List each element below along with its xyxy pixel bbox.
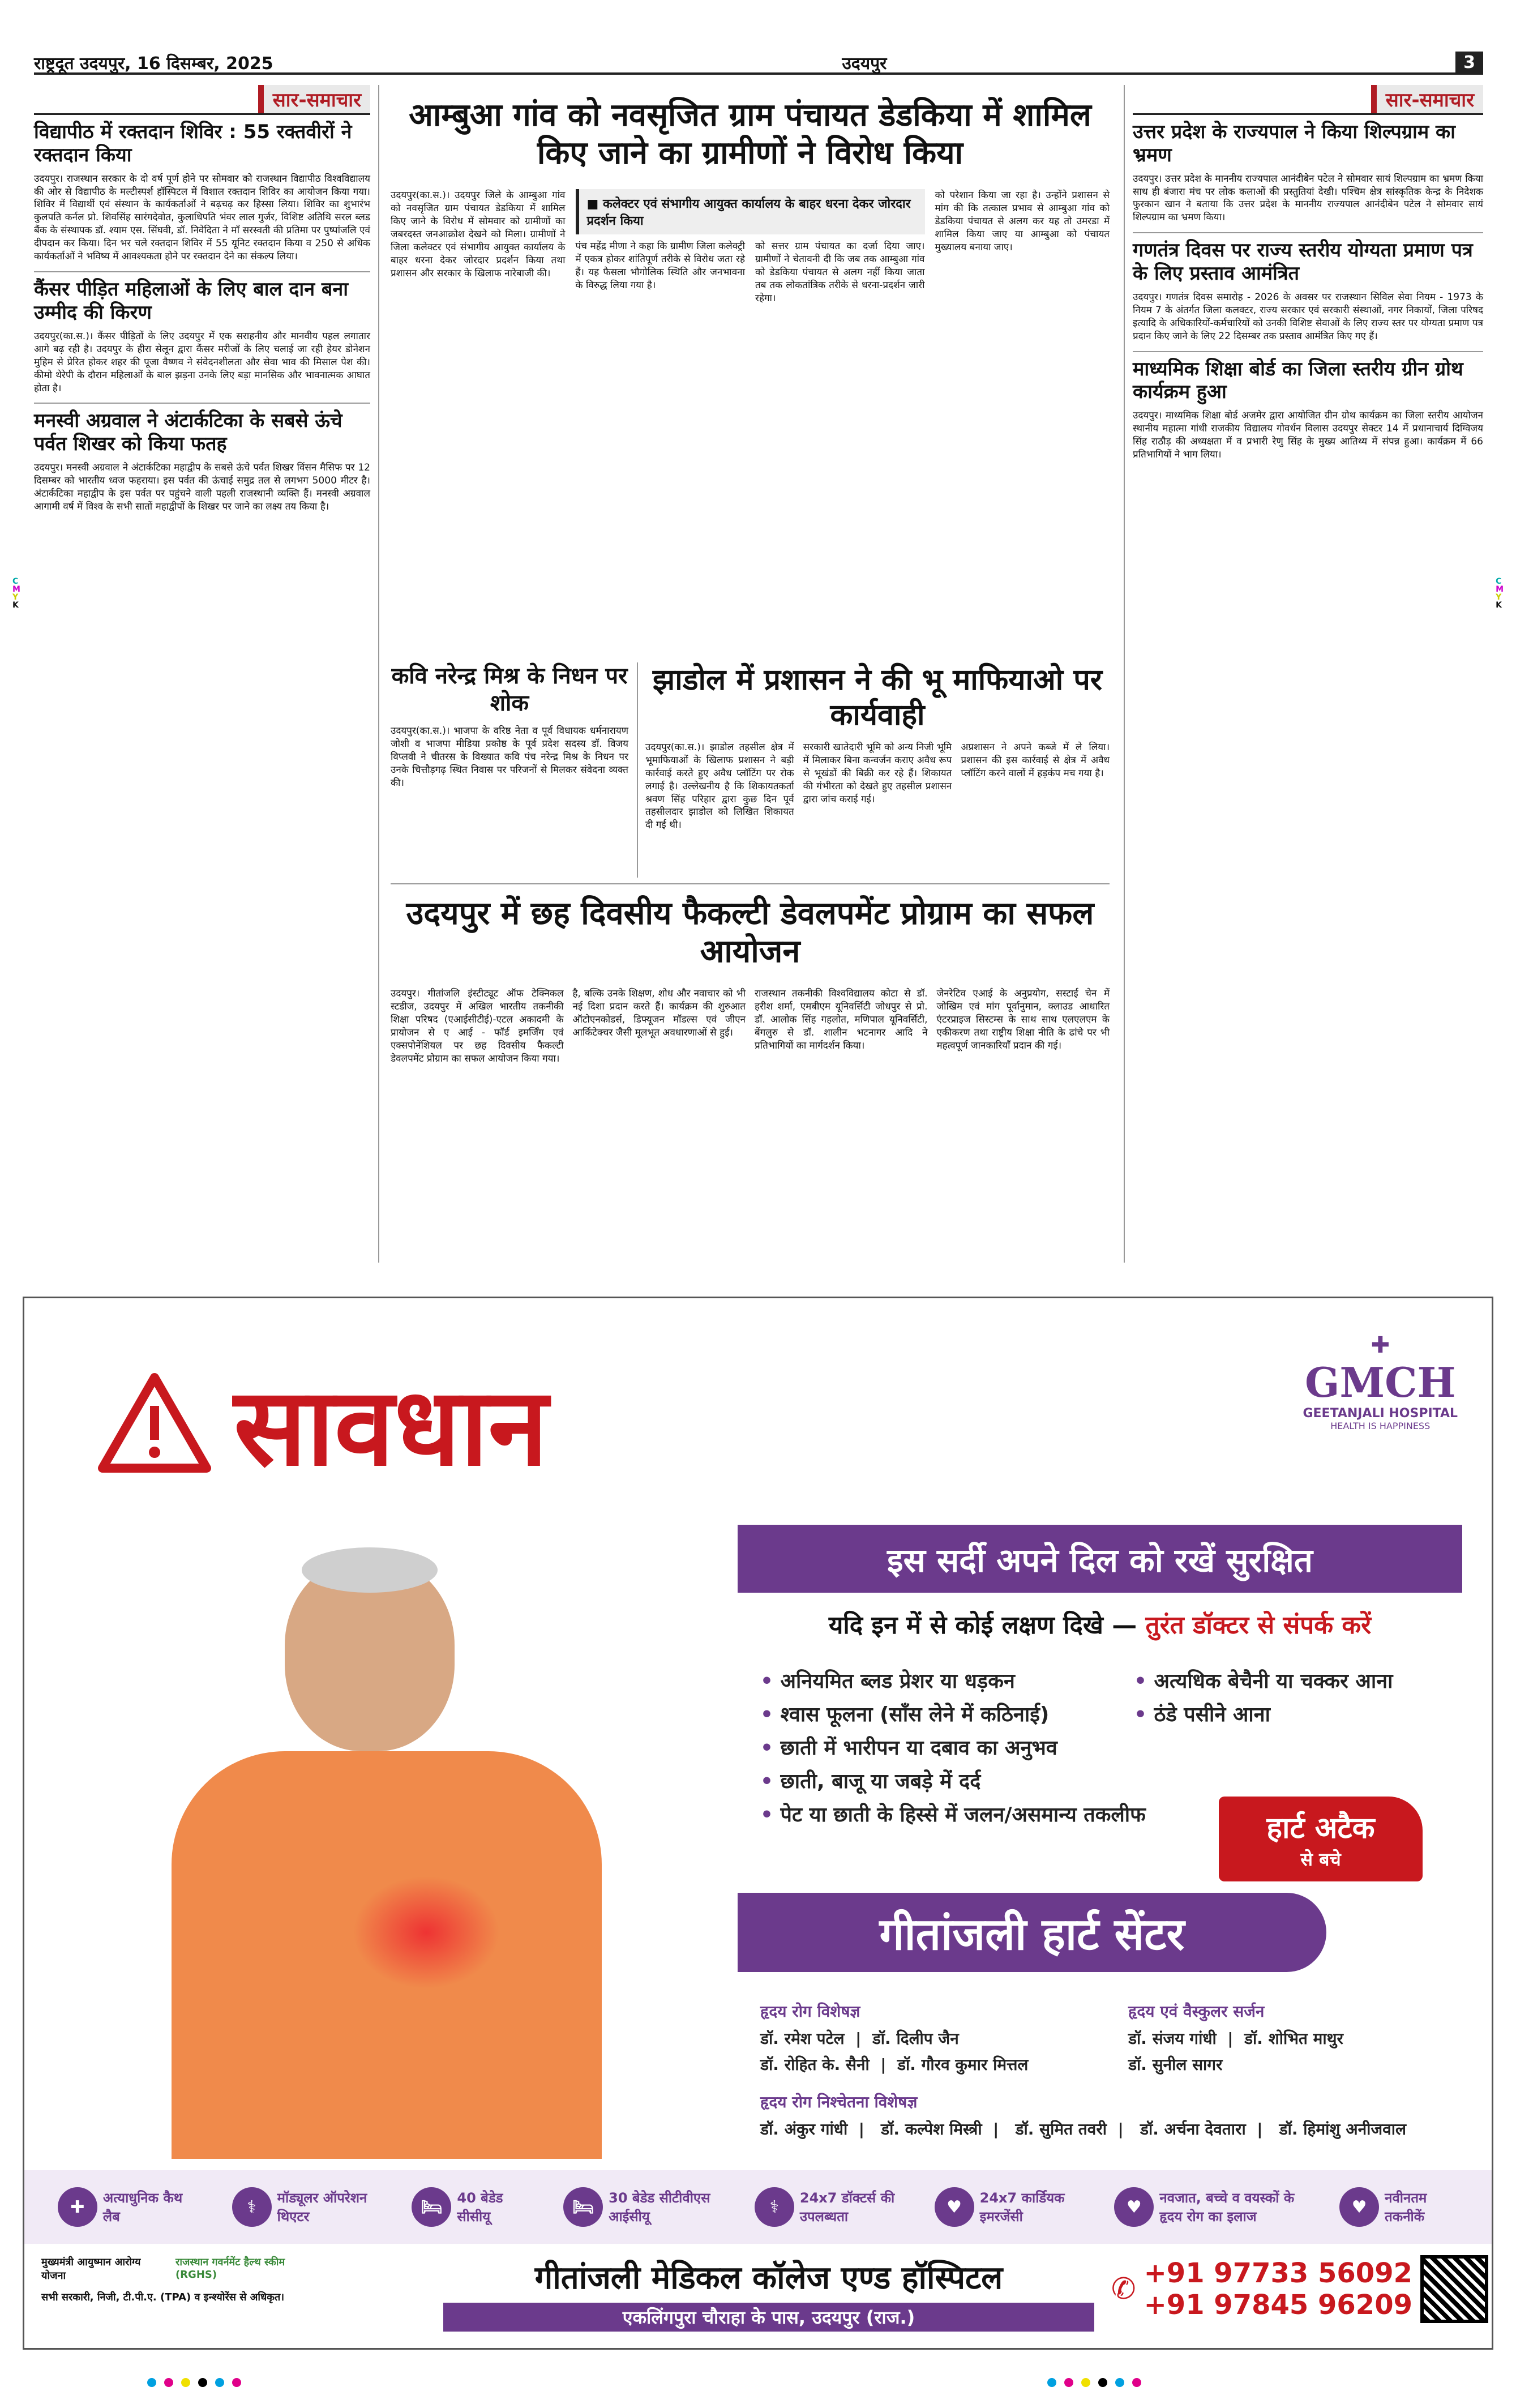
ayushman-scheme-logo: मुख्यमंत्री आयुष्मान आरोग्य योजना <box>41 2256 141 2282</box>
hospital-advertisement <box>23 1297 1493 2350</box>
column-divider <box>637 662 638 878</box>
cmyk-mark-left: C M Y K <box>12 577 20 610</box>
ad-banner: इस सर्दी अपने दिल को रखें सुरक्षित <box>738 1525 1462 1593</box>
left-news-column <box>34 85 379 1263</box>
insurance-note: सभी सरकारी, निजी, टी.पी.ए. (TPA) व इन्श्योरेंस से अधिकृत। <box>41 2291 285 2303</box>
section-divider <box>391 883 1110 884</box>
registration-dots <box>147 2378 241 2387</box>
middle-headline: झाडोल में प्रशासन ने की भू माफियाओ पर कार्यवाही <box>652 663 1103 733</box>
lead-body-col: को परेशान किया जा रहा है। उन्होंने प्रशासन से मांग की कि तत्काल प्रभाव से आम्बुआ गांव को डेडकिया पंचायत से अलग कर यह तो उमरडा में शामिल किया जाए या आम्बुआ को पंचायत मुख्यालय बनाया जाए। <box>935 190 1110 254</box>
folio-date: राष्ट्रदूत उदयपुर, 16 दिसम्बर, 2025 <box>34 53 273 74</box>
lead-body-col: पंच महेंद्र मीणा ने कहा कि ग्रामीण जिला कलेक्ट्री में एकत्र होकर शांतिपूर्ण तरीके से विरोध जता रहे हैं। यह फैसला भौगोलिक स्थिति और जनभावना के विरुद्ध लिया गया है। <box>575 241 745 292</box>
feature-strip <box>24 2170 1492 2244</box>
story-headline: उत्तर प्रदेश के राज्यपाल ने किया शिल्पग्राम का भ्रमण <box>1133 121 1455 166</box>
middle-story <box>645 662 1110 832</box>
rghs-logo: राजस्थान गवर्नमेंट हैल्थ स्कीम (RGHS) <box>175 2256 285 2281</box>
story-body: उदयपुर। माध्यमिक शिक्षा बोर्ड अजमेर द्वारा आयोजित ग्रीन ग्रोथ कार्यक्रम का जिला स्तरीय आयोजन स्थानीय महात्मा गांधी राजकीय विद्यालय गोवर्धन विलास उदयपुर सेक्टर 14 में प्रधानाचार्य दिग्विजय सिंह राठौड़ की अध्यक्षता में व प्रभारी रेणु सिंह के मुख्य आतिथ्य में संपन्न हुआ। कार्यक्रम में 66 प्रतिभागियों ने भाग लिया। <box>1133 410 1483 461</box>
gmch-logo: ✚ GMCH GEETANJALI HOSPITAL HEALTH IS HAPPINESS <box>1303 1332 1458 1431</box>
warning-title: सावधान <box>234 1365 548 1490</box>
feature-item: ⚕ 24x7 डॉक्टर्स की उपलब्धता <box>755 2187 902 2227</box>
page-folio <box>34 52 1483 75</box>
operation-theatre-icon: ⚕ <box>232 2187 272 2227</box>
section-tag: सार-समाचार <box>258 85 370 113</box>
story-body: उदयपुर(का.स.)। कैंसर पीड़ितों के लिए उदयपुर में एक सराहनीय और मानवीय पहल लगातार आगे बढ़ रही है। उदयपुर के हीरा सेलून द्वारा कैंसर मरीजों के लिए चलाई जा रही हेयर डोनेशन मुहिम से प्रेरित होकर शहर की पूजा वैष्णव ने संवेदनशीलता और सेवा भाव की मिसाल पेश की। कीमो थेरेपी के दौरान महिलाओं के बाल झड़ना उनके लिए बड़ा मानसिक और भावनात्मक आघात होता है। <box>34 330 370 394</box>
fdp-story <box>391 895 1110 1066</box>
lead-story <box>391 85 1110 305</box>
fdp-body-col: जेनरेटिव एआई के अनुप्रयोग, सस्टाई चेन में जोखिम एवं मांग पूर्वानुमान, क्लाउड आधारित एंटरप्राइज सिस्टम्स के साथ साथ एलएलएम के एकीकरण तथा राष्ट्रीय शिक्षा नीति के ढांचे पर भी महत्वपूर्ण जानकारियाँ प्रदान की गई। <box>936 988 1110 1052</box>
story-headline: विद्यापीठ में रक्तदान शिविर : 55 रक्तवीरों ने रक्तदान किया <box>34 121 352 166</box>
ccu-bed-icon: 🛏 <box>412 2187 451 2227</box>
folio-city: उदयपुर <box>842 53 887 74</box>
contact-block <box>1111 2255 1488 2323</box>
story-body: उदयपुर। राजस्थान सरकार के दो वर्ष पूर्ण होने पर सोमवार को राजस्थान विद्यापीठ विश्वविद्यालय की ओर से विद्यापीठ के मल्टीस्पर्श हॉस्पिटल में विशाल रक्तदान शिविर का आयोजन किया गया। शिविर में विद्यार्थी एवं संस्थान के कार्यकर्ताओं ने बढ़चढ़ कर हिस्सा लिया। शिविर का शुभारंभ कुलपति कर्नल प्रो. शिवसिंह सारंगदेवोत, कुलाधिपति भंवर लाल गुर्जर, विशिष्ट अतिथि सरल ब्लड बैंक के संस्थापक डॉ. श्याम एस. सिंघवी, डॉ. निवेदिता ने माँ सरस्वती की प्रतिमा पर पुष्पांजलि एवं दीपदान कर किया। दिन भर चले रक्तदान शिविर में 55 यूनिट रक्तदान किया व 250 से अधिक कार्यकर्ताओं ने भविष्य में आवश्यकता होने पर रक्तदान देने का संकल्प लिया। <box>34 173 370 263</box>
qr-code[interactable] <box>1420 2255 1488 2323</box>
middle-body-col: सरकारी खातेदारी भूमि को अन्य निजी भूमि में मिलाकर बिना कन्वर्जन कराए अवैध रूप से भूखंडों की बिक्री कर रहे हैं। शिकायत की गंभीरता को देखते हुए तहसील प्रशासन द्वारा जांच कराई गई। <box>803 741 952 805</box>
feature-item: ⚕ मॉड्यूलर ऑपरेशन थिएटर <box>232 2187 379 2227</box>
story-headline: माध्यमिक शिक्षा बोर्ड का जिला स्तरीय ग्रीन ग्रोथ कार्यक्रम हुआ <box>1133 351 1483 404</box>
hospital-name-block <box>443 2255 1094 2332</box>
heart-center-title: गीतांजली हार्ट सेंटर <box>738 1893 1326 1972</box>
technique-icon: ♥ <box>1339 2187 1379 2227</box>
cmyk-mark-right: C M Y K <box>1496 577 1504 610</box>
story-body: उदयपुर। उत्तर प्रदेश के माननीय राज्यपाल आनंदीबेन पटेल ने सोमवार सायं शिल्पग्राम का भ्रमण किया साथ ही बंजारा मंच पर लोक कलाओं की प्रस्तुतियां देखी। पश्चिम क्षेत्र सांस्कृतिक केन्द्र के निदेशक फुरकान खान ने बताया कि उत्तर प्रदेश के माननीय राज्यपाल आनंदीबेन पटेल ने सोमवार सायं शिल्पग्राम का भ्रमण किया। <box>1133 173 1483 224</box>
phone-icon: ✆ <box>1111 2272 1136 2306</box>
doctor-group: हृदय रोग निश्चेतना विशेषज्ञ डॉ. अंकुर गांधी | डॉ. कल्पेश मिस्त्री | डॉ. सुमित तवरी | डॉ. अर्चना देवतारा | डॉ. हिमांशु अनीजवाल <box>760 2093 1406 2138</box>
symptom-item: • छाती में भारीपन या दबाव का अनुभव <box>760 1733 1146 1761</box>
lead-headline: आम्बुआ गांव को नवसृजित ग्राम पंचायत डेडकिया में शामिल किए जाने का ग्रामीणों ने विरोध किया <box>409 97 1091 172</box>
symptom-item: • पेट या छाती के हिस्से में जलन/असमान्य तकलीफ <box>760 1800 1146 1828</box>
heart-attack-badge: हार्ट अटैक से बचे <box>1219 1797 1423 1881</box>
phone-number[interactable]: +91 97733 56092 <box>1144 2257 1412 2289</box>
obituary-headline: कवि नरेन्द्र मिश्र के निधन पर शोक <box>391 663 628 716</box>
symptom-list-left <box>760 1661 1146 1833</box>
book-crown-icon: ✚ <box>1371 1332 1390 1358</box>
story-body: उदयपुर। गणतंत्र दिवस समारोह - 2026 के अवसर पर राजस्थान सिविल सेवा नियम - 1973 के नियम 7 के अंतर्गत जिला कलक्टर, राज्य सरकार एवं सरकारी संस्थाओं, नगर निकायों, जिला परिषद इत्यादि के अधिकारियों-कर्मचारियों को उनकी विशिष्ट सेवाओं के लिए राज्य स्तर पर योग्यता प्रमाण पत्र प्रदान किए जाने के लिए 22 दिसम्बर तक प्रस्ताव आमंत्रित किए गए हैं। <box>1133 291 1483 342</box>
story-headline: गणतंत्र दिवस पर राज्य स्तरीय योग्यता प्रमाण पत्र के लिए प्रस्ताव आमंत्रित <box>1133 232 1483 285</box>
hospital-name: गीतांजली मेडिकल कॉलेज एण्ड हॉस्पिटल <box>534 2260 1003 2296</box>
obituary-body: उदयपुर(का.स.)। भाजपा के वरिष्ठ नेता व पूर्व विधायक धर्मनारायण जोशी व भाजपा मीडिया प्रकोष्ठ के पूर्व प्रदेश सदस्य डॉ. विजय विप्लवी ने चीतरस के विख्यात कवि पंच नरेन्द्र मिश्र के निधन पर उनके चित्तौड़गढ़ स्थित निवास पर परिजनों से मिलकर संवेदना व्यक्त की। <box>391 725 628 789</box>
feature-item: 🛏 30 बेडेड सीटीवीएस आईसीयू <box>563 2187 722 2227</box>
story-headline: कैंसर पीड़ित महिलाओं के लिए बाल दान बना उम्मीद की किरण <box>34 271 370 324</box>
fdp-body-col: उदयपुर। गीतांजलि इंस्टीट्यूट ऑफ टेक्निकल स्टडीज, उदयपुर में अखिल भारतीय तकनीकी शिक्षा परिषद (एआईसीटीई)-एटल अकादमी के प्रायोजन से ए आई - फॉर्ड इमर्जिंग एवं एक्सपोनेंशियल पर छह दिवसीय फैकल्टी डेवलपमेंट प्रोग्राम का सफल आयोजन किया गया। <box>391 988 564 1065</box>
registration-dots <box>1047 2378 1141 2387</box>
story-body: उदयपुर। मनस्वी अग्रवाल ने अंटार्कटिका महाद्वीप के सबसे ऊंचे पर्वत शिखर विंसन मैसिफ पर 12 दिसम्बर को भारतीय ध्वज फहराया। इस पर्वत की ऊंचाई समुद्र तल से लगभग 5000 मीटर है। अंटार्कटिका महाद्वीप के इस पर्वत पर पहुंचने वाली पहली राजस्थानी व्यक्ति हैं। मनस्वी अग्रवाल आगामी वर्ष में विश्व के सभी सातों महाद्वीपों के शिखर पर जाने का लक्ष्य तय किया है। <box>34 462 370 512</box>
ad-subheading: यदि इन में से कोई लक्षण दिखे — तुरंत डॉक्टर से संपर्क करें <box>828 1611 1372 1640</box>
feature-item: ✚ अत्याधुनिक कैथ लैब <box>58 2187 199 2227</box>
child-heart-icon: ♥ <box>1114 2187 1154 2227</box>
patient-illustration <box>58 1536 738 2159</box>
feature-item: ♥ नवीनतम तकनीकें <box>1339 2187 1458 2227</box>
symptom-item: • श्वास फूलना (साँस लेने में कठिनाई) <box>760 1700 1146 1727</box>
symptom-list-right <box>1134 1661 1393 1733</box>
feature-item: 🛏 40 बेडेड सीसीयू <box>412 2187 530 2227</box>
icu-bed-icon: 🛏 <box>563 2187 603 2227</box>
hospital-address: एकलिंगपुरा चौराहा के पास, उदयपुर (राज.) <box>443 2303 1094 2332</box>
middle-body-col: उदयपुर(का.स.)। झाडोल तहसील क्षेत्र में भूमाफियाओं के खिलाफ प्रशासन ने बड़ी कार्रवाई करते हुए अवैध प्लॉटिंग पर रोक लगाई है। उल्लेखनीय है कि शिकायतकर्ता श्रवण सिंह परिहार द्वारा कुछ दिन पूर्व तहसीलदार झाडोल को लिखित शिकायत दी गई थी। <box>645 741 794 831</box>
right-news-column <box>1124 85 1483 1263</box>
feature-item: ♥ नवजात, बच्चे व वयस्कों के हृदय रोग का इलाज <box>1114 2187 1307 2227</box>
cath-lab-icon: ✚ <box>58 2187 97 2227</box>
story-headline: मनस्वी अग्रवाल ने अंटार्कटिका के सबसे ऊंचे पर्वत शिखर को किया फतह <box>34 403 370 456</box>
fdp-body-col: राजस्थान तकनीकी विश्वविद्यालय कोटा से डॉ. हरीश शर्मा, एमबीएम यूनिवर्सिटी जोधपुर से प्रो. डॉ. आलोक सिंह गहलोत, मणिपाल यूनिवर्सिटी, बेंगलुरु से डॉ. शालीन भटनागर आदि ने प्रतिभागियों का मार्गदर्शन किया। <box>755 988 928 1052</box>
doctor-icon: ⚕ <box>755 2187 794 2227</box>
page-number: 3 <box>1455 52 1483 74</box>
phone-number[interactable]: +91 97845 96209 <box>1144 2289 1412 2321</box>
emergency-icon: ♥ <box>935 2187 974 2227</box>
lead-body-col: उदयपुर(का.स.)। उदयपुर जिले के आम्बुआ गांव को नवसृजित ग्राम पंचायत डेडकिया में शामिल किए जाने के विरोध में सोमवार को ग्रामीणों का जबरदस्त जनआक्रोश देखने को मिला। ग्रामीणों ने जिला कलेक्टर एवं संभागीय आयुक्त कार्यालय के बाहर धरना देकर जोरदार प्रदर्शन किया तथा प्रशासन और सरकार के खिलाफ नारेबाजी की। <box>391 190 566 279</box>
obituary-story <box>391 662 628 790</box>
bullet-square-icon: ■ <box>586 197 603 212</box>
symptom-item: • छाती, बाजू या जबड़े में दर्द <box>760 1767 1146 1794</box>
lead-highlight: ■ कलेक्टर एवं संभागीय आयुक्त कार्यालय के बाहर धरना देकर जोरदार प्रदर्शन किया <box>576 189 925 234</box>
section-tag: सार-समाचार <box>1371 85 1483 113</box>
middle-body-col: अप्रशासन ने अपने कब्जे में ले लिया। प्रशासन की इस कार्रवाई से क्षेत्र में अवैध प्लॉटिंग करने वालों में हड़कंप मच गया है। <box>961 741 1110 779</box>
feature-item: ♥ 24x7 कार्डियक इमरजेंसी <box>935 2187 1082 2227</box>
lead-body-col: को सत्तर ग्राम पंचायत का दर्जा दिया जाए। ग्रामीणों ने चेतावनी दी कि जब तक आम्बुआ गांव को डेडकिया पंचायत से अलग नहीं किया जाता तब तक लोकतांत्रिक तरीके से धरना-प्रदर्शन जारी रहेगा। <box>755 241 925 305</box>
symptom-item: • ठंडे पसीने आना <box>1134 1700 1393 1727</box>
warning-heading <box>98 1349 548 1496</box>
fdp-body-col: है, बल्कि उनके शिक्षण, शोध और नवाचार को भी नई दिशा प्रदान करते हैं। कार्यक्रम की शुरुआत ऑटोएनकोडर्स, डिफ्यूजन मॉडल्स एवं जीएन आर्किटेक्चर जैसी मूलभूत अवधारणाओं से हुई। <box>572 988 746 1039</box>
doctor-group: हृदय एवं वैस्कुलर सर्जन डॉ. संजय गांधी | डॉ. शोभित माथुर डॉ. सुनील सागर <box>1128 2002 1343 2074</box>
doctor-group: हृदय रोग विशेषज्ञ डॉ. रमेश पटेल | डॉ. दिलीप जैन डॉ. रोहित के. सैनी | डॉ. गौरव कुमार मित्तल <box>760 2002 1029 2074</box>
warning-triangle-icon <box>98 1372 211 1474</box>
scheme-logos <box>41 2255 324 2304</box>
symptom-item: • अत्यधिक बेचैनी या चक्कर आना <box>1134 1666 1393 1694</box>
fdp-headline: उदयपुर में छह दिवसीय फैकल्टी डेवलपमेंट प्रोग्राम का सफल आयोजन <box>406 895 1094 970</box>
symptom-item: • अनियमित ब्लड प्रेशर या धड़कन <box>760 1666 1146 1694</box>
